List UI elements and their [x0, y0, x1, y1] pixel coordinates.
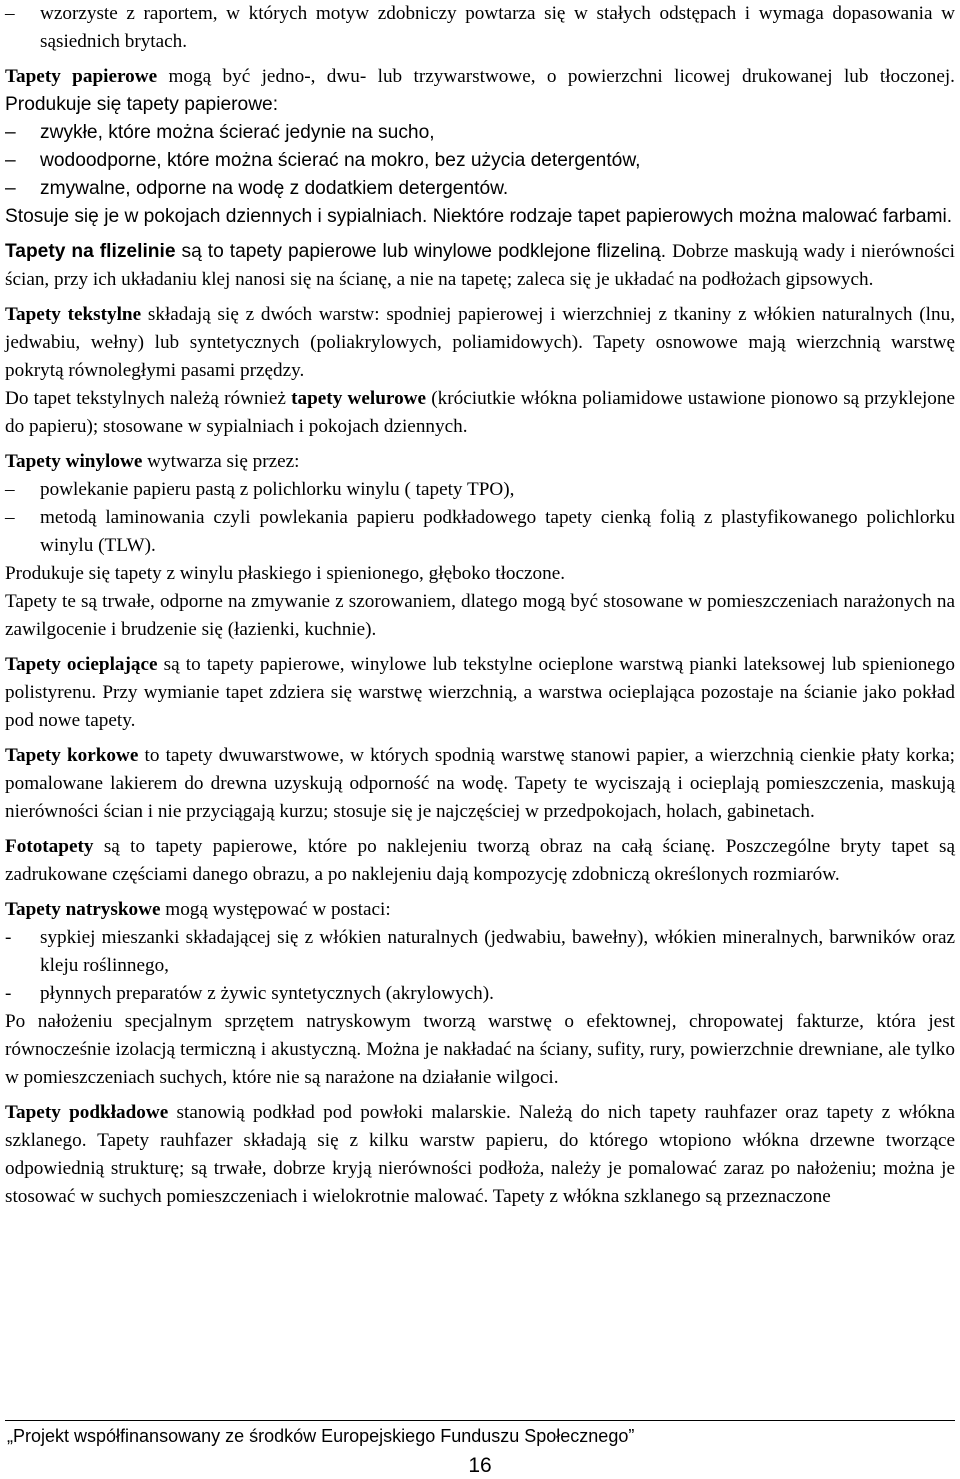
list-item: - sypkiej mieszanki składającej się z włókien naturalnych (jedwabiu, bawełny), włókien mineralnych, barwników oraz kleju roślinnego, — [5, 924, 955, 980]
paragraph-spray-application: Po nałożeniu specjalnym sprzętem natryskowym tworzą warstwę o efektownej, chropowatej fakturze, która jest równocześnie izolacją termiczną i akustyczną. Można je nakładać na ściany, sufity, rury, powierzchnie drewniane, ale tylko w pomieszczeniach suchych, które nie są narażone na działanie wilgoci. — [5, 1011, 955, 1088]
paragraph-paper-wallpaper: Tapety papierowe mogą być jedno-, dwu- lub trzywarstwowe, o powierzchni licowej drukowanej lub tłoczonej. Produkuje się tapety papierowe: — [5, 66, 955, 115]
dash-marker: – — [5, 122, 16, 143]
paragraph-insulating-wallpaper: Tapety ocieplające są to tapety papierowe, winylowe lub tekstylne ocieplone warstwą pianki lateksowej lub spienionego polistyrenu. Przy wymianie tapet zdziera się warstwę wierzchnią, a warstwa ocieplająca pozostaje na ścianie jako pokład pod nowe tapety. — [5, 654, 956, 731]
list-item: – powlekanie papieru pastą z polichlorku winylu ( tapety TPO), — [5, 476, 955, 504]
term-photo: Fototapety — [5, 836, 94, 857]
paragraph-paper-usage: Stosuje się je w pokojach dziennych i sypialniach. Niektóre rodzaje tapet papierowych można malować farbami. — [5, 206, 953, 227]
paragraph-vinyl-wallpaper: Tapety winylowe wytwarza się przez: — [5, 451, 300, 472]
dash-marker: – — [5, 150, 16, 171]
term-insulating: Tapety ocieplające — [5, 654, 158, 675]
list-item-text: wzorzyste z raportem, w których motyw zdobniczy powtarza się w stałych odstępach i wymaga dopasowania w sąsiednich brytach. — [40, 3, 955, 52]
term-paper: Tapety papierowe — [5, 66, 158, 87]
dash-marker: – — [5, 178, 16, 199]
term-fleece: Tapety na flizelinie — [5, 241, 176, 262]
term-cork: Tapety korkowe — [5, 745, 139, 766]
dash-marker: – — [5, 3, 15, 24]
term-spray: Tapety natryskowe — [5, 899, 161, 920]
footer-funding-note: „Projekt współfinansowany ze środków Europejskiego Funduszu Społecznego” — [7, 1426, 635, 1446]
list-item — [5, 0, 955, 56]
term-velour: tapety welurowe — [291, 388, 427, 409]
list-item: - płynnych preparatów z żywic syntetycznych (akrylowych). — [5, 980, 955, 1008]
list-item: – zmywalne, odporne na wodę z dodatkiem detergentów. — [5, 175, 955, 203]
footer-divider — [5, 1420, 955, 1421]
paragraph-vinyl-production: Produkuje się tapety z winylu płaskiego i spienionego, głęboko tłoczone. — [5, 563, 566, 584]
document-body — [5, 0, 955, 1211]
paragraph-textile-wallpaper: Tapety tekstylne składają się z dwóch warstw: spodniej papierowej i wierzchniej z tkaniny z włókien naturalnych (lnu, jedwabiu, wełny) lub syntetycznych (poliakrylowych, poliamidowych). Tapety osnowowe mają wierzchnią warstwę pokrytą równoległymi pasami przędzy. — [5, 304, 955, 381]
paragraph-vinyl-usage: Tapety te są trwałe, odporne na zmywanie z szorowaniem, dlatego mogą być stosowane w pomieszczeniach narażonych na zawilgocenie i brudzenie się (łazienki, kuchnie). — [5, 591, 955, 640]
dash-marker: – — [5, 479, 15, 500]
page-footer — [5, 1420, 955, 1478]
paragraph-base-wallpaper: Tapety podkładowe stanowią podkład pod powłoki malarskie. Należą do nich tapety rauhfazer oraz tapety z włókna szklanego. Tapety rauhfazer składają się z kilku warstw papieru, do którego wtopiono włókna drzewne tworzące odpowiednią strukturę; są trwałe, dobrze kryją nierówności podłoża, należy je pomalować zaraz po nałożeniu; można je stosować w suchych pomieszczeniach i wielokrotnie malować. Tapety z włókna szklanego są przeznaczone — [5, 1102, 955, 1207]
dash-marker: – — [5, 507, 15, 528]
list-item: – wodoodporne, które można ścierać na mokro, bez użycia detergentów, — [5, 147, 955, 175]
list-item: – zwykłe, które można ścierać jedynie na sucho, — [5, 119, 955, 147]
term-base: Tapety podkładowe — [5, 1102, 169, 1123]
term-vinyl: Tapety winylowe — [5, 451, 143, 472]
paragraph-cork-wallpaper: Tapety korkowe to tapety dwuwarstwowe, w których spodnią warstwę stanowi papier, a wierzchnią cienkie płaty korka; pomalowane lakierem do drewna uzyskują odporność na wodę. Tapety te wyciszają i ocieplają pomieszczenia, maskują nierówności ścian i nie przyciągają kurzu; stosuje się je najczęściej w przedpokojach, holach, gabinetach. — [5, 745, 955, 822]
hyphen-marker: - — [5, 983, 12, 1004]
hyphen-marker: - — [5, 927, 12, 948]
paragraph-fleece-wallpaper: Tapety na flizelinie są to tapety papierowe lub winylowe podklejone flizeliną. Dobrze maskują wady i nierówności ścian, przy ich układaniu klej nanosi się na ścianę, a nie na tapetę; zaleca się je układać na podłożach gipsowych. — [5, 241, 955, 290]
paragraph-photo-wallpaper: Fototapety są to tapety papierowe, które po naklejeniu tworzą obraz na całą ścianę. Poszczególne bryty tapet są zadrukowane częściami danego obrazu, a po naklejeniu dają kompozycję zdobniczą określonych rozmiarów. — [5, 836, 955, 885]
page-number: 16 — [468, 1454, 492, 1477]
term-textile: Tapety tekstylne — [5, 304, 142, 325]
list-item: – metodą laminowania czyli powlekania papieru podkładowego tapety cienką folią z plastyfikowanego polichlorku winylu (TLW). — [5, 504, 955, 560]
paragraph-velour-wallpaper: Do tapet tekstylnych należą również tapety welurowe (króciutkie włókna poliamidowe ustawione pionowo są przyklejone do papieru); stosowane w sypialniach i pokojach dziennych. — [5, 388, 955, 437]
paragraph-spray-wallpaper: Tapety natryskowe mogą występować w postaci: — [5, 899, 391, 920]
